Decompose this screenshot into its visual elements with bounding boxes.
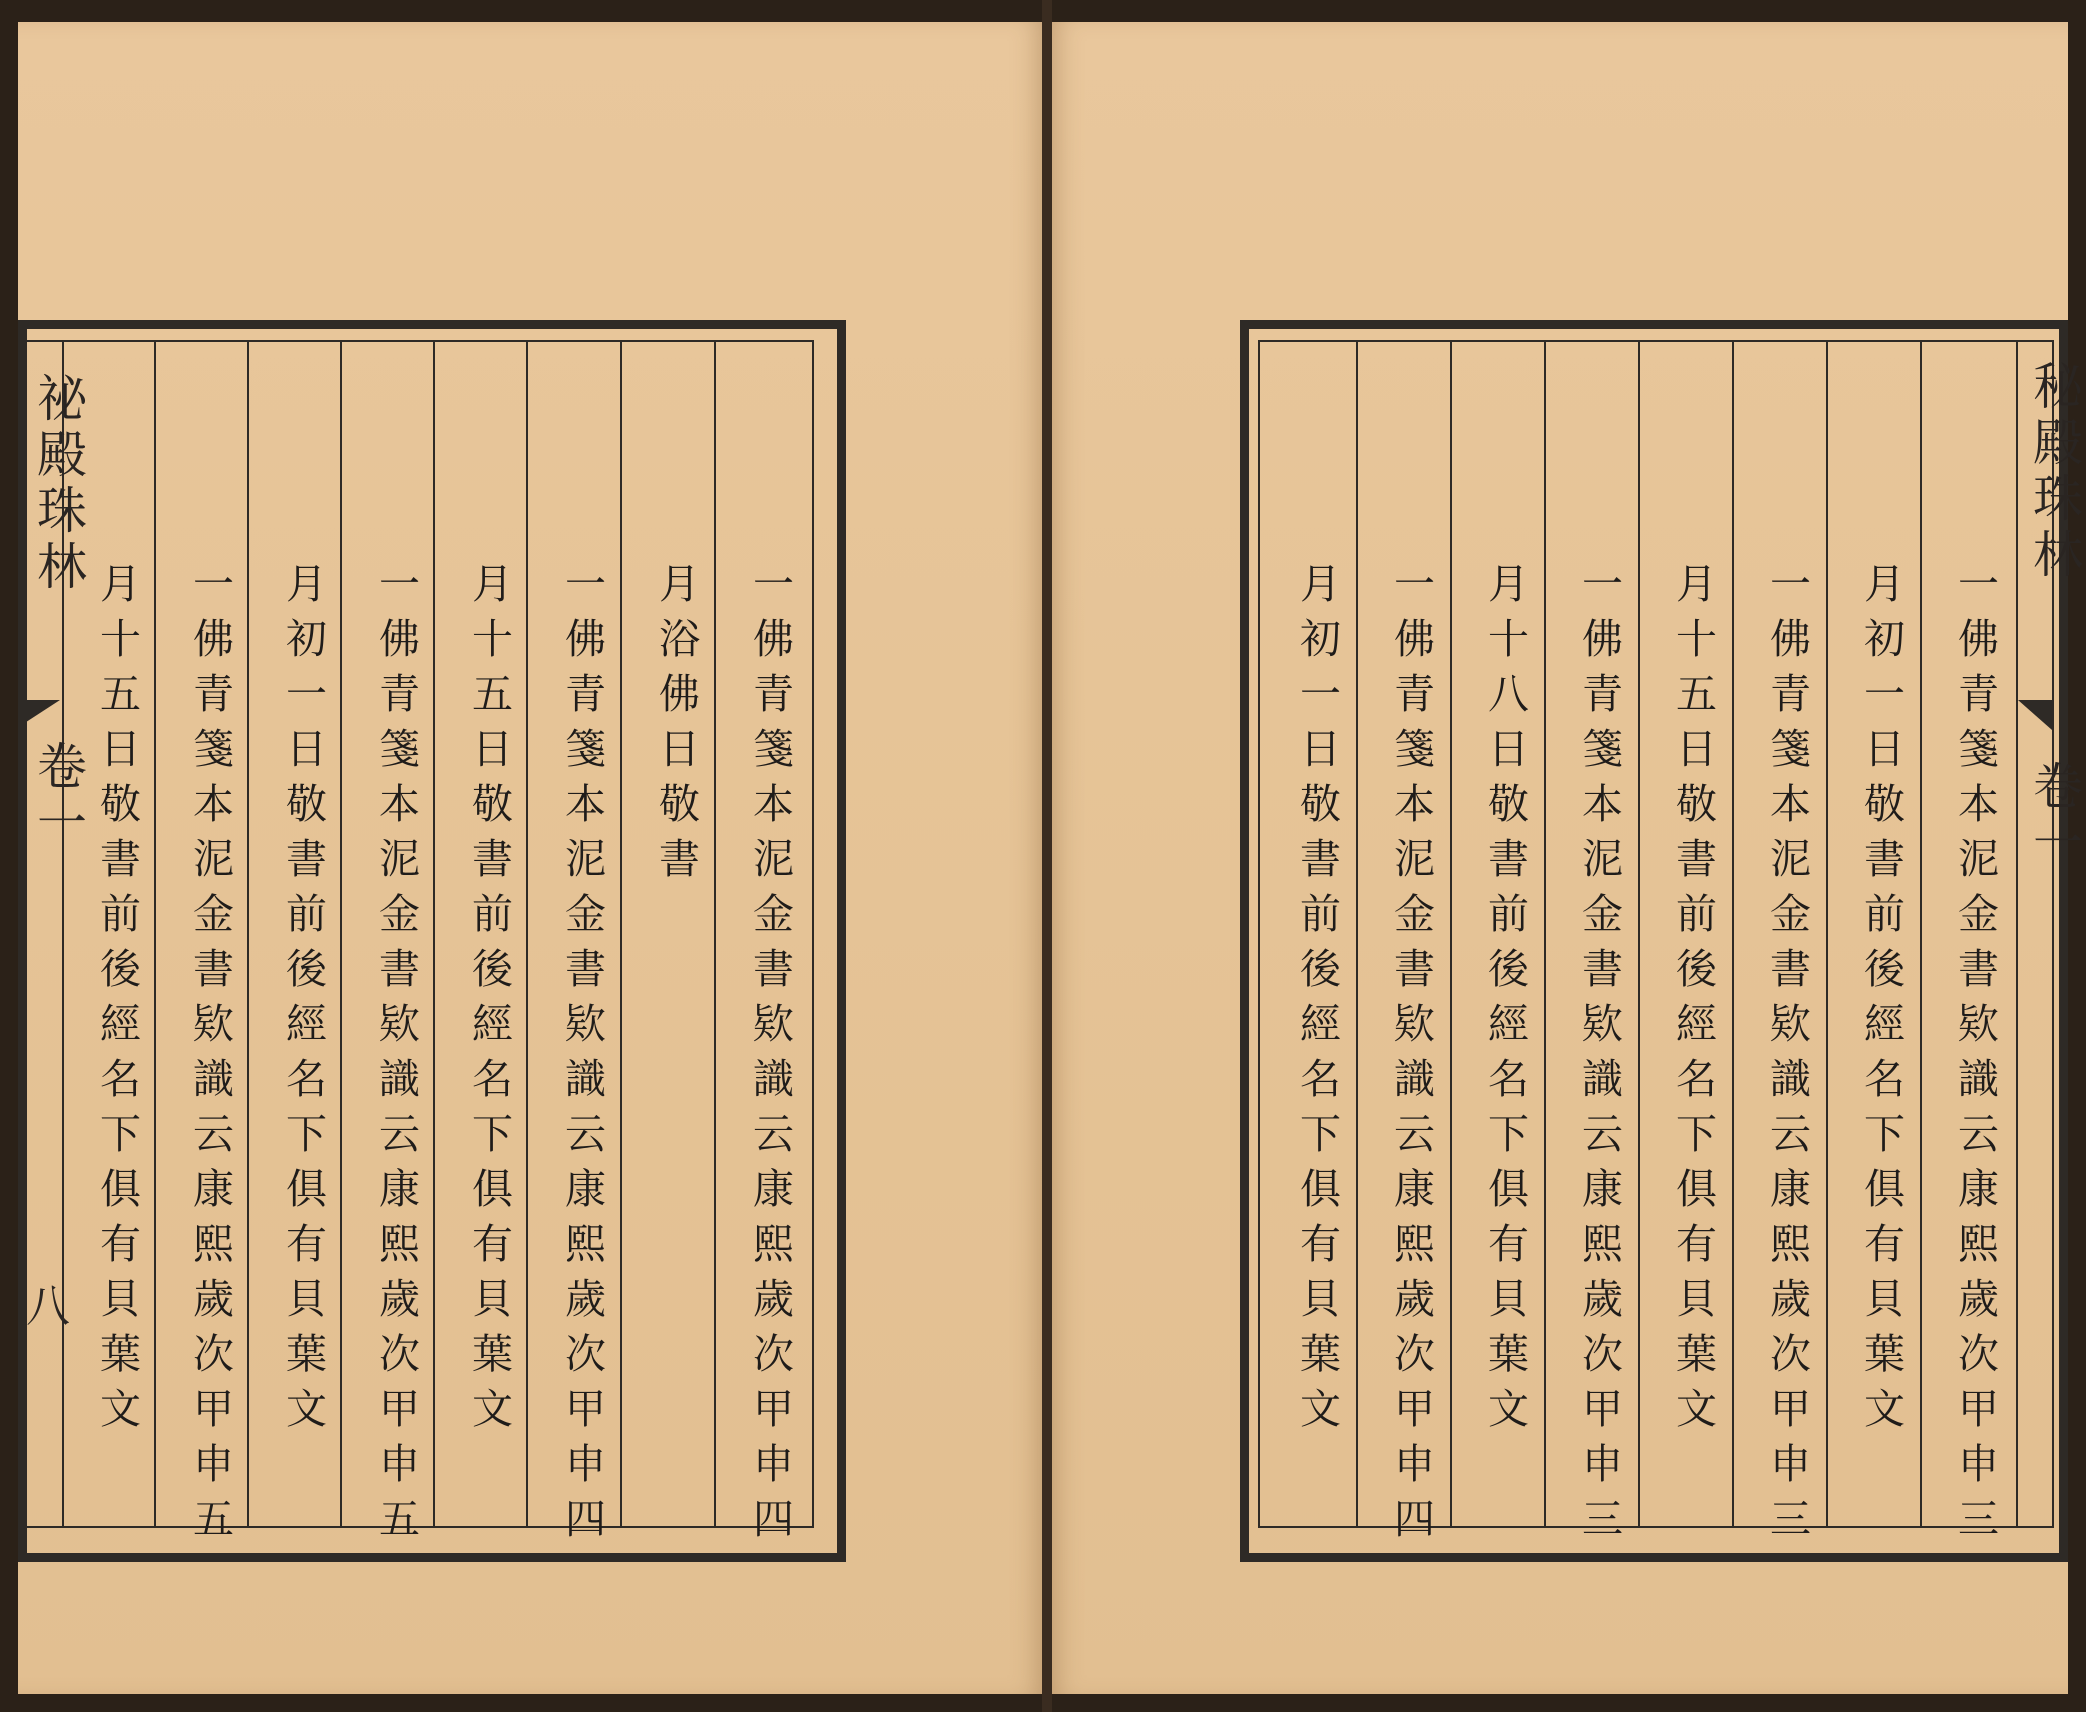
right-column-2: 月初一日敬書前後經名下俱有貝葉文 <box>1857 562 1905 1442</box>
left-column-4: 月十五日敬書前後經名下俱有貝葉文 <box>465 562 513 1442</box>
left-column-6: 月初一日敬書前後經名下俱有貝葉文 <box>279 562 327 1442</box>
left-column-rule <box>247 342 249 1526</box>
left-page-number: 八 <box>26 1281 70 1332</box>
right-margin-volume: 卷一 <box>2025 760 2083 872</box>
right-column-rule <box>1826 342 1828 1526</box>
right-column-rule <box>1450 342 1452 1526</box>
right-column-7: 一佛青箋本泥金書欵識云康熙歲次甲申四 <box>1387 562 1435 1552</box>
right-column-rule <box>1638 342 1640 1526</box>
right-page-inner-border <box>1258 340 2054 1528</box>
left-fish-tail-mark <box>20 700 60 726</box>
left-column-2: 月浴佛日敬書 <box>652 562 700 892</box>
right-column-5: 一佛青箋本泥金書欵識云康熙歲次甲申三 <box>1575 562 1623 1552</box>
left-column-7: 一佛青箋本泥金書欵識云康熙歲次甲申五 <box>186 562 234 1552</box>
left-column-1: 一佛青箋本泥金書欵識云康熙歲次甲申四 <box>746 562 794 1552</box>
left-column-rule <box>620 342 622 1526</box>
right-column-rule <box>1356 342 1358 1526</box>
right-column-4: 月十五日敬書前後經名下俱有貝葉文 <box>1669 562 1717 1442</box>
left-column-rule <box>526 342 528 1526</box>
right-fish-tail-mark <box>2018 700 2052 730</box>
left-column-8: 月十五日敬書前後經名下俱有貝葉文 <box>93 562 141 1442</box>
right-column-6: 月十八日敬書前後經名下俱有貝葉文 <box>1481 562 1529 1442</box>
left-column-rule <box>714 342 716 1526</box>
left-column-rule <box>154 342 156 1526</box>
left-column-3: 一佛青箋本泥金書欵識云康熙歲次甲申四 <box>558 562 606 1552</box>
left-margin-title: 祕殿珠林 <box>29 372 87 596</box>
left-column-5: 一佛青箋本泥金書欵識云康熙歲次甲申五 <box>372 562 420 1552</box>
right-column-3: 一佛青箋本泥金書欵識云康熙歲次甲申三 <box>1763 562 1811 1552</box>
right-column-8: 月初一日敬書前後經名下俱有貝葉文 <box>1293 562 1341 1442</box>
right-column-rule <box>1920 342 1922 1526</box>
book-gutter <box>1042 0 1052 1712</box>
right-column-rule <box>1544 342 1546 1526</box>
right-column-1: 一佛青箋本泥金書欵識云康熙歲次甲申三 <box>1951 562 1999 1552</box>
left-column-rule <box>340 342 342 1526</box>
left-column-rule <box>433 342 435 1526</box>
left-margin-volume: 卷一 <box>29 740 87 852</box>
right-column-rule <box>1732 342 1734 1526</box>
right-margin-title: 秘殿珠林 <box>2025 360 2083 584</box>
